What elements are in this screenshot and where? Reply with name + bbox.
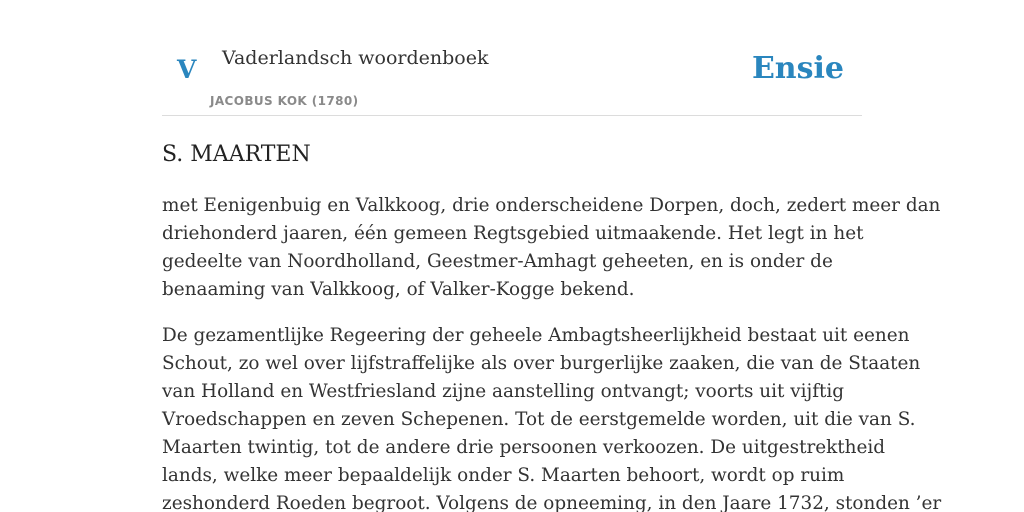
paragraph-line: met Eenigenbuig en Valkkoog, drie onderscheidene Dorpen, doch, zedert meer dan	[162, 195, 941, 216]
paragraph-line: Vroedschappen en zeven Schepenen. Tot de eerstgemelde worden, uit die van S.	[162, 409, 916, 430]
ensie-logo-link[interactable]: Ensie	[751, 51, 844, 86]
entry-paragraph	[162, 322, 942, 512]
book-author: JACOBUS KOK (1780)	[210, 94, 359, 108]
paragraph-line: zeshonderd Roeden begroot. Volgens de opneeming, in den Jaare 1732, stonden ’er	[162, 493, 942, 512]
book-letter-badge[interactable]: V	[177, 55, 197, 84]
book-title-link[interactable]: Vaderlandsch woordenboek	[222, 47, 489, 69]
entry-paragraph	[162, 192, 941, 304]
paragraph-line: benaaming van Valkkoog, of Valker-Kogge bekend.	[162, 279, 635, 300]
paragraph-line: Maarten twintig, tot de andere drie persoonen verkoozen. De uitgestrektheid	[162, 437, 886, 458]
paragraph-line: van Holland en Westfriesland zijne aanstelling ontvangt; voorts uit vijftig	[162, 381, 845, 402]
paragraph-line: Schout, zo wel over lijfstraffelijke als over burgerlijke zaaken, die van de Staaten	[162, 353, 921, 374]
entry-body	[162, 192, 942, 512]
entry-header	[162, 0, 862, 116]
paragraph-line: gedeelte van Noordholland, Geestmer-Amhagt geheeten, en is onder de	[162, 251, 833, 272]
entry-title: S. MAARTEN	[162, 142, 311, 167]
paragraph-line: lands, welke meer bepaaldelijk onder S. Maarten behoort, wordt op ruim	[162, 465, 845, 486]
paragraph-line: driehonderd jaaren, één gemeen Regtsgebied uitmaakende. Het legt in het	[162, 223, 864, 244]
paragraph-line: De gezamentlijke Regeering der geheele Ambagtsheerlijkheid bestaat uit eenen	[162, 325, 910, 346]
